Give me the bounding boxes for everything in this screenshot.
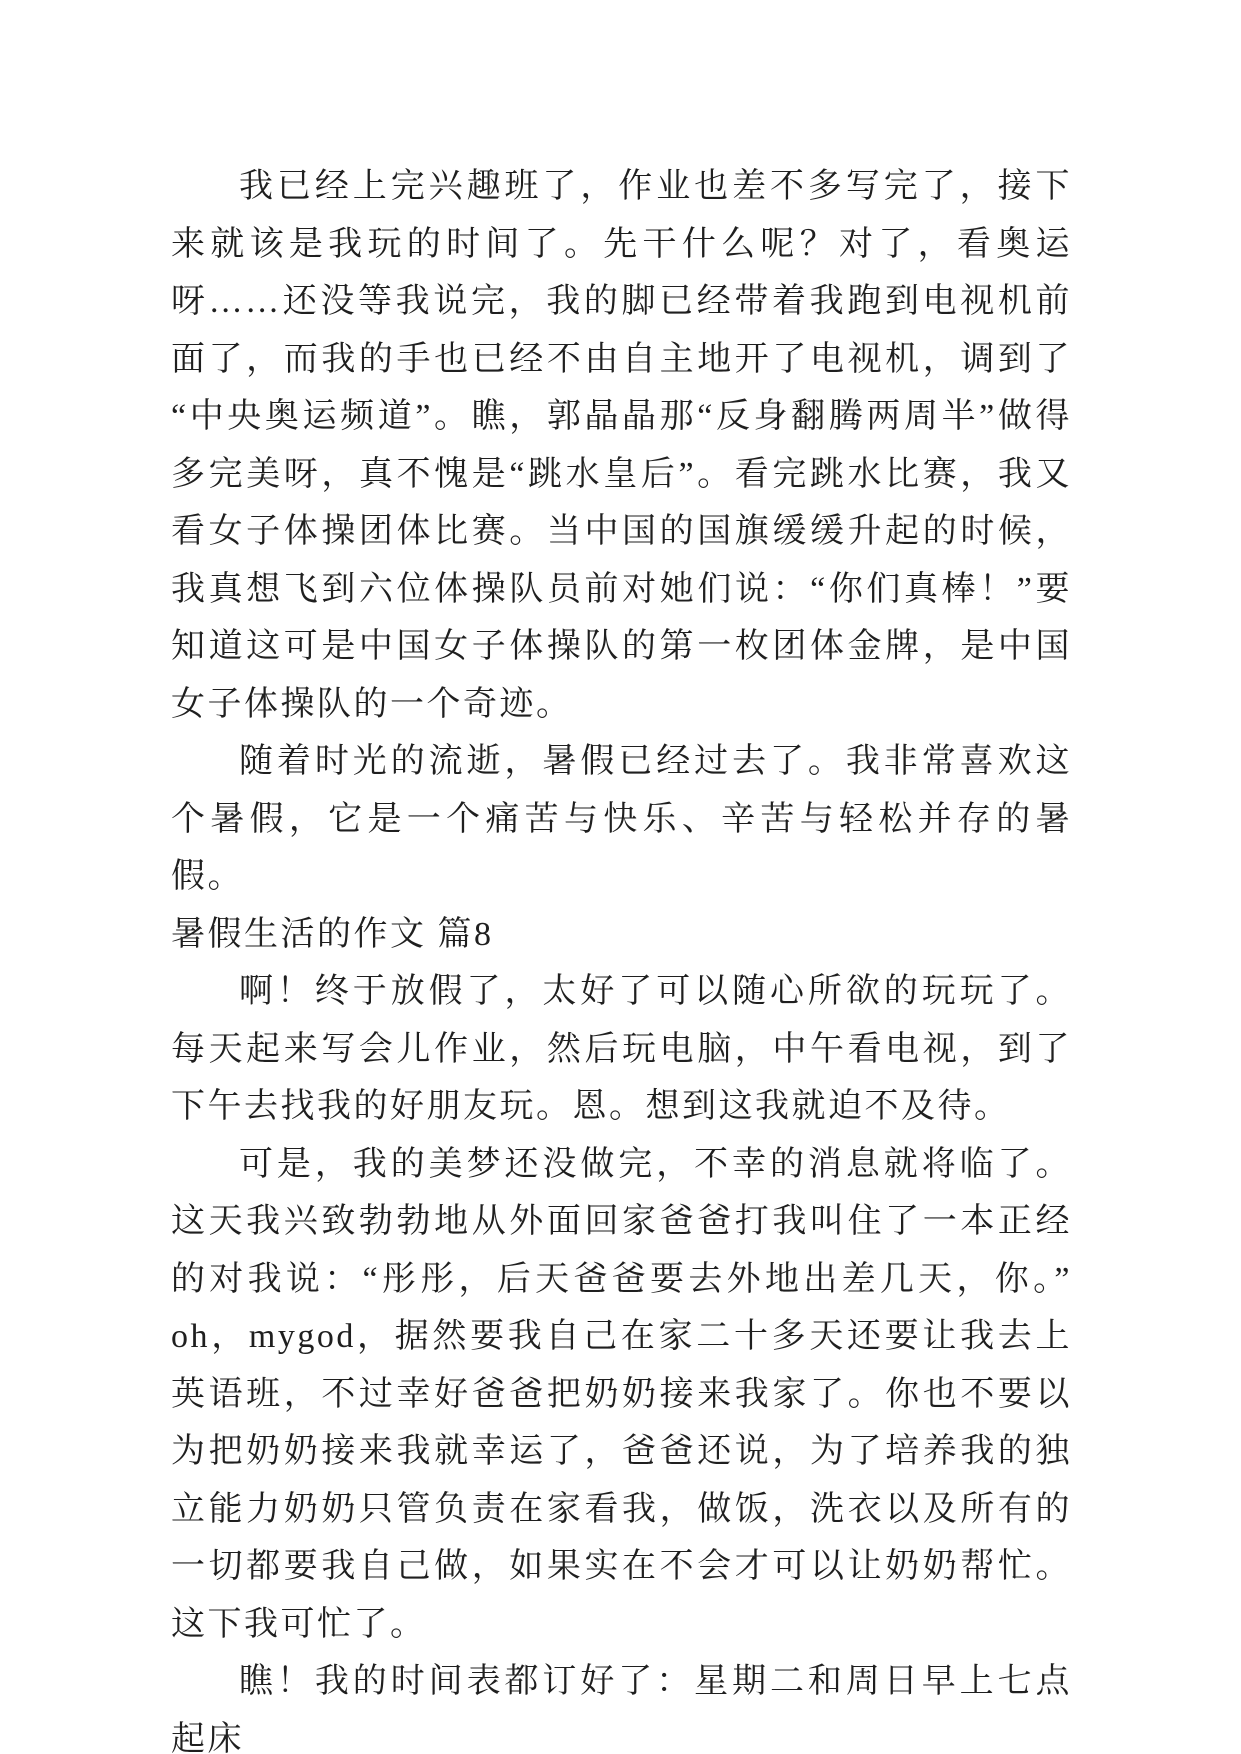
- essay-paragraph: 我已经上完兴趣班了，作业也差不多写完了，接下来就该是我玩的时间了。先干什么呢？对了，看奥运呀……还没等我说完，我的脚已经带着我跑到电视机前面了，而我的手也已经不由自主地开了电视机，调到了“中央奥运频道”。瞧，郭晶晶那“反身翻腾两周半”做得多完美呀，真不愧是“跳水皇后”。看完跳水比赛，我又看女子体操团体比赛。当中国的国旗缓缓升起的时候，我真想飞到六位体操队员前对她们说：“你们真棒！”要知道这可是中国女子体操队的第一枚团体金牌，是中国女子体操队的一个奇迹。: [171, 168, 1072, 723]
- essay-paragraph: 啊！终于放假了，太好了可以随心所欲的玩玩了。每天起来写会儿作业，然后玩电脑，中午看电视，到了下午去找我的好朋友玩。恩。想到这我就迫不及待。: [171, 973, 1072, 1125]
- essay-paragraph: 可是，我的美梦还没做完，不幸的消息就将临了。这天我兴致勃勃地从外面回家爸爸打我叫住了一本正经的对我说：“彤彤，后天爸爸要去外地出差几天，你。”oh，mygod，据然要我自己在家二十多天还要让我去上英语班，不过幸好爸爸把奶奶接来我家了。你也不要以为把奶奶接来我就幸运了，爸爸还说，为了培养我的独立能力奶奶只管负责在家看我，做饭，洗衣以及所有的一切都要我自己做，如果实在不会才可以让奶奶帮忙。这下我可忙了。: [171, 1145, 1072, 1643]
- essay-paragraph: 瞧！我的时间表都订好了：星期二和周日早上七点起床: [171, 1663, 1072, 1754]
- essay-paragraph: 随着时光的流逝，暑假已经过去了。我非常喜欢这个暑假，它是一个痛苦与快乐、辛苦与轻松并存的暑假。: [171, 743, 1072, 895]
- essay-section-heading: 暑假生活的作文 篇8: [171, 915, 494, 953]
- essay-text-block: [171, 158, 1072, 1754]
